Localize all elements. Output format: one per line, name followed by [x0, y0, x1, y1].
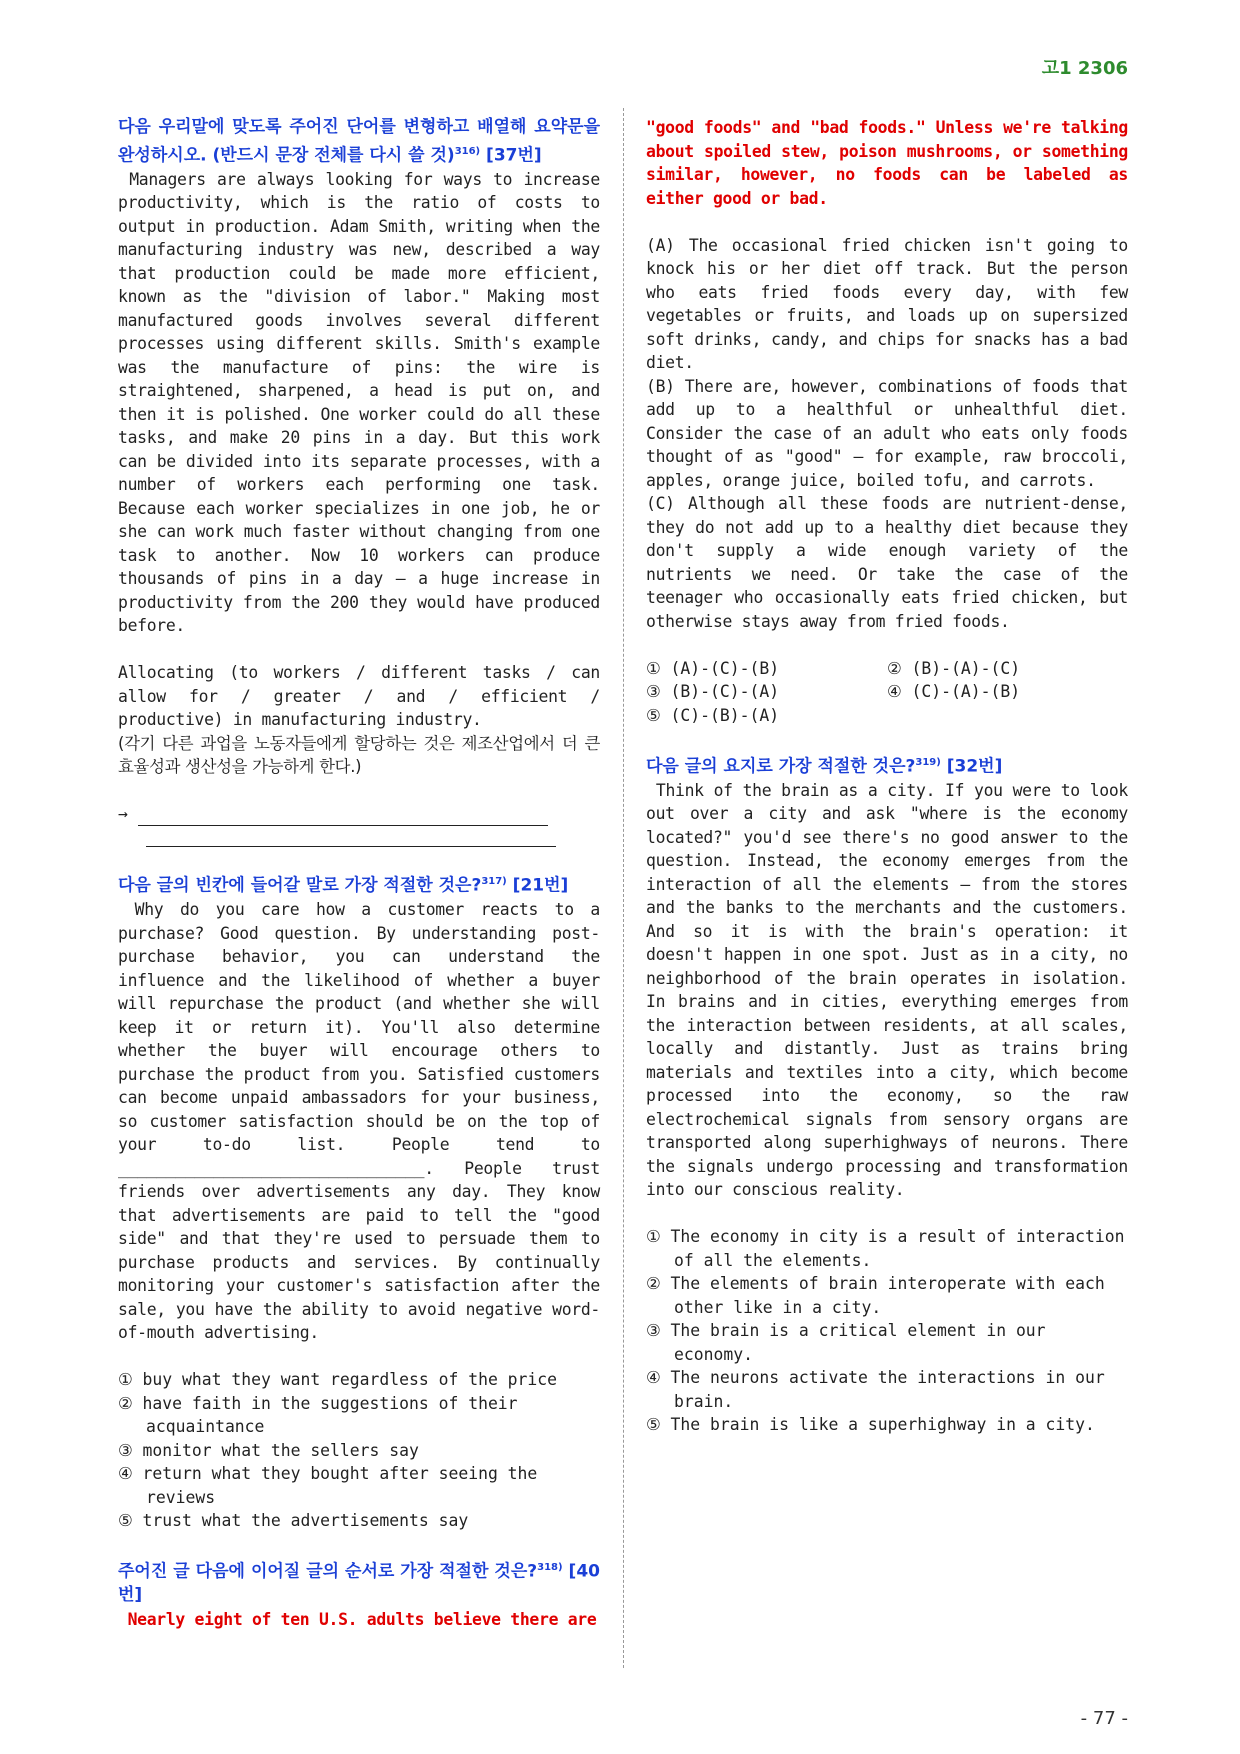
option-2[interactable]: ② The elements of brain interoperate with each other like in a city. — [646, 1274, 1105, 1317]
question-317-passage: Why do you care how a customer reacts to a purchase? Good question. By understanding post-purchase behavior, you can understand the influence and the likelihood of whether a buyer will repurchase the product (and whether she will keep it or return it). You'll also determine whether the buyer will encourage others to purchase the product from you. Satisfied customers can become unpaid ambassadors for your business, so customer satisfaction should be on the top of your to-do list. People tend to ________________________________. People trust friends over advertisements any day. They know that advertisements are paid to tell the "good side" and that they're used to persuade them to purchase products and services. By continually monitoring your customer's satisfaction after the sale, you have the ability to avoid negative word-of-mouth advertising. — [118, 900, 610, 1343]
option-4[interactable]: ④ return what they bought after seeing the reviews — [118, 1464, 538, 1507]
option-4[interactable]: ④ (C)-(A)-(B) — [887, 682, 1021, 701]
question-318-given-part1: Nearly eight of ten U.S. adults believe there are — [118, 1609, 597, 1629]
answer-area — [118, 802, 600, 826]
question-317-title: 다음 글의 빈칸에 들어갈 말로 가장 적절한 것은?$^{317)}$ [21번] — [118, 875, 569, 896]
question-318-given-part2: "good foods" and "bad foods." Unless we're talking about spoiled stew, poison mushrooms, or something similar, however, no foods can be labeled as either good or bad. — [646, 118, 1138, 208]
question-317-options — [118, 1368, 600, 1533]
question-316-title: 다음 우리말에 맞도록 주어진 단어를 변형하고 배열해 요약문을 완성하시오. (반드시 문장 전체를 다시 쓸 것)$^{316)}$ [37번] — [118, 117, 600, 166]
right-column — [646, 116, 1138, 1437]
option-3[interactable]: ③ (B)-(C)-(A) — [646, 682, 780, 701]
paragraph-b: (B) There are, however, combinations of foods that add up to a healthful or unhealthful diet. Consider the case of an adult who eats only foods thought of as "good" — for example, raw broccoli, apples, orange juice, boiled tofu, and carrots. — [646, 376, 1138, 490]
option-2[interactable]: ② (B)-(A)-(C) — [887, 658, 1021, 678]
option-1[interactable]: ① The economy in city is a result of interaction of all the elements. — [646, 1227, 1125, 1270]
option-5[interactable]: ⑤ The brain is like a superhighway in a city. — [646, 1415, 1095, 1435]
option-4[interactable]: ④ The neurons activate the interactions in our brain. — [646, 1368, 1105, 1411]
option-5[interactable]: ⑤ (C)-(B)-(A) — [646, 705, 780, 725]
answer-line-2[interactable] — [146, 826, 556, 847]
page-number: - 77 - — [1080, 1708, 1128, 1729]
option-3[interactable]: ③ The brain is a critical element in our economy. — [646, 1321, 1046, 1364]
question-318-options — [646, 657, 1128, 728]
question-316-passage: Managers are always looking for ways to increase productivity, which is the ratio of costs to output in production. Adam Smith, writing when the manufacturing industry was new, described a way that production could be made more efficient, known as the "division of labor." Making most manufactured goods involves several different processes using different skills. Smith's example was the manufacture of pins: the wire is straightened, sharpened, a head is put on, and then it is polished. One worker could do all these tasks, and make 20 pins in a day. But this work can be divided into its separate processes, with a number of workers each performing one task. Because each worker specializes in one job, he or she can work much faster without changing from one task to another. Now 10 workers can produce thousands of pins in a day — a huge increase in productivity from the 200 they would have produced before. — [118, 169, 610, 636]
arrow-icon: → — [118, 804, 128, 824]
question-319-passage: Think of the brain as a city. If you were to look out over a city and ask "where is the economy located?" you'd see there's no good answer to the question. Instead, the economy emerges from the interaction of all the elements — from the stores and the banks to the merchants and the customers. And so it is with the brain's operation: it doesn't happen in one spot. Just as in a city, no neighborhood of the brain operates in isolation. In brains and in cities, everything emerges from the interaction between residents, at all scales, locally and distantly. Just as trains bring materials and textiles into a city, which become processed into the economy, so the raw electrochemical signals from sensory organs are transported along superhighways of neurons. There the signals undergo processing and transformation into our conscious reality. — [646, 780, 1138, 1200]
question-316-prompt: Allocating (to workers / different tasks / can allow for / greater / and / efficient / productive) in manufacturing industry. — [118, 663, 610, 730]
question-318-title: 주어진 글 다음에 이어질 글의 순서로 가장 적절한 것은?$^{318)}$ [40번] — [118, 1561, 600, 1606]
option-1[interactable]: ① (A)-(C)-(B) — [646, 658, 780, 678]
question-316-korean: (각기 다른 과업을 노동자들에게 할당하는 것은 제조산업에서 더 큰 효율성과 생산성을 가능하게 한다.) — [118, 733, 605, 777]
paragraph-c: (C) Although all these foods are nutrient-dense, they do not add up to a healthy diet because they don't supply a wide enough variety of the nutrients we need. Or take the case of the teenager who occasionally eats fried chicken, but otherwise stays away from fried foods. — [646, 494, 1138, 631]
paragraph-a: (A) The occasional fried chicken isn't going to knock his or her diet off track. But the person who eats fried foods every day, with few vegetables or fruits, and loads up on supersized soft drinks, candy, and chips for snacks has a bad diet. — [646, 235, 1138, 372]
option-3[interactable]: ③ monitor what the sellers say — [118, 1440, 419, 1460]
option-5[interactable]: ⑤ trust what the advertisements say — [118, 1511, 469, 1531]
column-divider — [623, 108, 624, 1668]
blank: ________________________________ — [118, 1158, 425, 1178]
answer-line-1[interactable] — [138, 805, 548, 826]
question-319-options — [646, 1225, 1128, 1437]
exam-code: 고1 2306 — [1041, 58, 1128, 79]
question-319-title: 다음 글의 요지로 가장 적절한 것은?$^{319)}$ [32번] — [646, 756, 1003, 777]
option-2[interactable]: ② have faith in the suggestions of their acquaintance — [118, 1393, 518, 1437]
option-1[interactable]: ① buy what they want regardless of the price — [118, 1370, 558, 1390]
left-column — [118, 116, 610, 1631]
